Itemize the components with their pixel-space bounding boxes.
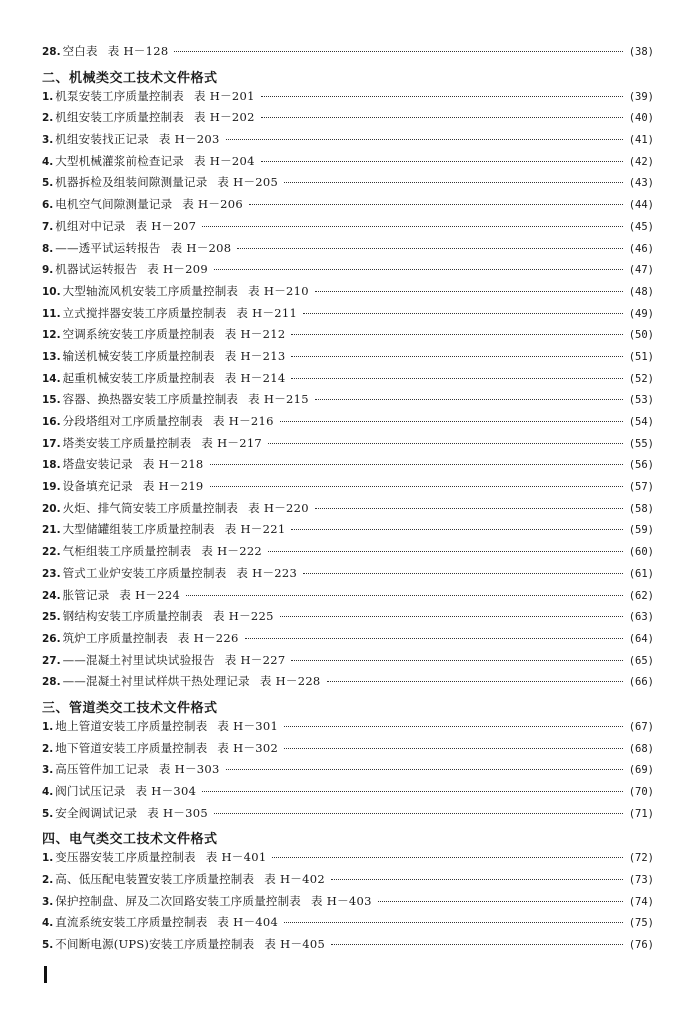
entry-title: 阀门试压记录 (55, 784, 126, 798)
dot-leader (210, 486, 623, 487)
page-number: (52) (628, 372, 654, 385)
entry-title: 机器试运转报告 (55, 262, 138, 277)
form-code: 表 H－206 (182, 197, 244, 212)
entry-number: 5. (42, 939, 54, 952)
page-number: (55) (628, 437, 654, 450)
entry-number: 5. (42, 807, 54, 820)
form-code: 表 H－224 (119, 587, 181, 602)
form-code: 表 H－402 (264, 872, 325, 887)
entry-title: 塔类安装工序质量控制表 (62, 435, 192, 450)
toc-entry (42, 348, 654, 370)
form-code: 表 H－223 (236, 565, 298, 580)
dot-leader (202, 226, 622, 227)
dot-leader (280, 421, 623, 422)
entry-title: 筑炉工序质量控制表 (62, 630, 168, 645)
entry-title: 机组安装工序质量控制表 (55, 110, 184, 125)
dot-leader (284, 182, 623, 183)
toc-entry (42, 608, 654, 630)
form-code: 表 H－403 (311, 893, 372, 908)
page-number: (74) (628, 895, 654, 908)
page-number: (51) (628, 350, 654, 363)
form-code: 表 H－405 (264, 937, 326, 952)
toc-entry (42, 43, 654, 65)
dot-leader (237, 248, 622, 249)
entry-number: 24. (42, 589, 61, 602)
form-code: 表 H－201 (194, 88, 255, 103)
page-number: (40) (628, 112, 654, 125)
entry-title: 地下管道安装工序质量控制表 (55, 740, 208, 755)
form-code: 表 H－209 (147, 262, 208, 277)
toc-entry (42, 261, 654, 283)
entry-number: 9. (42, 264, 54, 277)
form-code: 表 H－128 (107, 44, 169, 58)
section-heading: 二、机械类交工技术文件格式 (42, 70, 218, 86)
dot-leader (226, 139, 623, 140)
dot-leader (268, 551, 623, 552)
form-code: 表 H－214 (224, 370, 286, 385)
dot-leader (315, 291, 623, 292)
dot-leader (261, 96, 623, 97)
form-code: 表 H－302 (217, 740, 279, 755)
section-heading: 三、管道类交工技术文件格式 (42, 700, 218, 716)
dot-leader (174, 51, 622, 52)
entry-title: 变压器安装工序质量控制表 (55, 850, 196, 865)
table-of-contents (42, 43, 654, 958)
entry-title: 机器拆检及组装间隙测量记录 (55, 175, 208, 190)
entry-number: 1. (42, 720, 54, 733)
toc-entry (42, 413, 654, 435)
page-number: (72) (628, 852, 654, 865)
dot-leader (226, 769, 623, 770)
dot-leader (291, 529, 622, 530)
toc-entry (42, 131, 654, 153)
page-number: (46) (628, 242, 654, 255)
entry-number: 6. (42, 199, 54, 212)
dot-leader (378, 901, 623, 902)
entry-number: 25. (42, 611, 61, 624)
entry-number: 1. (42, 90, 54, 103)
entry-number: 3. (42, 895, 54, 908)
entry-number: 5. (42, 177, 54, 190)
entry-number: 2. (42, 742, 54, 755)
page-number: (41) (628, 134, 654, 147)
form-code: 表 H－221 (224, 522, 286, 537)
section-heading: 四、电气类交工技术文件格式 (42, 832, 218, 848)
form-code: 表 H－227 (224, 652, 286, 667)
dot-leader (280, 616, 623, 617)
dot-leader (249, 204, 623, 205)
entry-title: 管式工业炉安装工序质量控制表 (62, 565, 227, 580)
entry-title: 输送机械安装工序质量控制表 (62, 348, 215, 363)
entry-number: 20. (42, 502, 61, 515)
dot-leader (214, 269, 623, 270)
page-number: (71) (628, 807, 654, 820)
dot-leader (245, 638, 623, 639)
form-code: 表 H－219 (142, 479, 204, 494)
form-code: 表 H－217 (201, 435, 263, 450)
toc-entry (42, 478, 654, 500)
page-number: (45) (628, 220, 654, 233)
dot-leader (331, 944, 623, 945)
form-code: 表 H－404 (217, 915, 279, 930)
toc-entry (42, 283, 654, 305)
toc-entry (42, 587, 654, 609)
entry-title: 分段塔组对工序质量控制表 (62, 414, 204, 428)
entry-title: 胀管记录 (62, 587, 110, 602)
entry-title: ——透平试运转报告 (55, 240, 161, 255)
toc-entry (42, 914, 654, 936)
form-code: 表 H－303 (158, 762, 220, 777)
entry-title: 立式搅拌器安装工序质量控制表 (62, 305, 227, 320)
page-number: (69) (628, 764, 654, 777)
page-number: (39) (628, 90, 654, 103)
page-number: (60) (628, 546, 654, 559)
dot-leader (261, 117, 623, 118)
entry-title: 设备填充记录 (62, 479, 133, 494)
entry-title: 高、低压配电装置安装工序质量控制表 (55, 872, 255, 887)
toc-entry (42, 456, 654, 478)
toc-entry (42, 218, 654, 240)
page-number: (47) (628, 264, 654, 277)
entry-number: 10. (42, 285, 61, 298)
entry-title: 不间断电源(UPS)安装工序质量控制表 (55, 937, 255, 952)
entry-title: 钢结构安装工序质量控制表 (62, 609, 204, 624)
page-number: (66) (628, 676, 654, 689)
entry-number: 1. (42, 852, 54, 865)
entry-number: 12. (42, 329, 61, 342)
toc-entry (42, 761, 654, 783)
entry-number: 7. (42, 220, 54, 233)
entry-number: 4. (42, 917, 54, 930)
form-code: 表 H－204 (194, 153, 255, 168)
toc-entry (42, 109, 654, 131)
entry-title: 空白表 (62, 44, 98, 58)
entry-number: 8. (42, 242, 54, 255)
form-code: 表 H－305 (147, 805, 208, 820)
form-code: 表 H－213 (224, 348, 286, 363)
entry-number: 23. (42, 567, 61, 580)
page-number: (70) (628, 786, 654, 798)
entry-number: 2. (42, 874, 54, 887)
form-code: 表 H－216 (213, 414, 274, 428)
entry-number: 21. (42, 524, 61, 537)
form-code: 表 H－211 (236, 305, 298, 320)
form-code: 表 H－401 (205, 850, 267, 865)
entry-title: 容器、换热器安装工序质量控制表 (62, 392, 239, 407)
form-code: 表 H－208 (170, 240, 232, 255)
entry-number: 18. (42, 459, 61, 472)
form-code: 表 H－203 (158, 132, 220, 147)
dot-leader (315, 399, 623, 400)
entry-title: 大型机械灌浆前检查记录 (55, 153, 184, 168)
form-code: 表 H－212 (224, 327, 286, 342)
entry-number: 11. (42, 307, 61, 320)
entry-title: 直流系统安装工序质量控制表 (55, 915, 208, 930)
page-number: (63) (628, 611, 654, 624)
dot-leader (268, 443, 623, 444)
page-number: (44) (628, 199, 654, 212)
entry-number: 26. (42, 632, 61, 645)
toc-entry (42, 893, 654, 915)
entry-title: 机组安装找正记录 (55, 132, 149, 147)
dot-leader (303, 313, 623, 314)
dot-leader (303, 573, 623, 574)
toc-entry (42, 153, 654, 175)
page-number: (59) (628, 524, 654, 537)
page-number: (49) (628, 307, 654, 320)
form-code: 表 H－202 (194, 110, 255, 125)
form-code: 表 H－207 (135, 218, 197, 233)
toc-entry (42, 305, 654, 327)
form-code: 表 H－218 (142, 457, 204, 472)
dot-leader (202, 791, 622, 792)
toc-entry (42, 196, 654, 218)
page-number: (48) (628, 285, 654, 298)
entry-title: 气柜组装工序质量控制表 (62, 544, 192, 559)
form-code: 表 H－215 (248, 392, 309, 407)
entry-title: 安全阀调试记录 (55, 805, 138, 820)
page-number: (75) (628, 917, 654, 930)
page-number: (64) (628, 632, 654, 645)
dot-leader (331, 879, 623, 880)
entry-title: ——混凝土衬里试样烘干热处理记录 (62, 674, 250, 689)
page-number: (62) (628, 589, 654, 602)
toc-entry (42, 240, 654, 262)
toc-entry (42, 543, 654, 565)
form-code: 表 H－210 (248, 283, 309, 298)
entry-number: 17. (42, 437, 61, 450)
toc-entry (42, 435, 654, 457)
entry-number: 14. (42, 372, 61, 385)
entry-number: 16. (42, 416, 61, 428)
entry-number: 3. (42, 134, 54, 147)
toc-entry (42, 174, 654, 196)
entry-number: 2. (42, 112, 54, 125)
toc-entry (42, 521, 654, 543)
dot-leader (210, 464, 623, 465)
toc-entry (42, 565, 654, 587)
page-number: (61) (628, 567, 654, 580)
entry-number: 19. (42, 481, 61, 494)
entry-title: 机组对中记录 (55, 218, 126, 233)
entry-number: 13. (42, 350, 61, 363)
entry-title: 保护控制盘、屏及二次回路安装工序质量控制表 (55, 893, 301, 908)
dot-leader (315, 508, 623, 509)
toc-entry (42, 740, 654, 762)
page-number: (73) (628, 874, 654, 887)
entry-number: 3. (42, 764, 54, 777)
entry-title: 大型储罐组装工序质量控制表 (62, 522, 215, 537)
form-code: 表 H－228 (259, 674, 321, 689)
page-number: (42) (628, 155, 654, 168)
dot-leader (214, 813, 623, 814)
page-number: (54) (628, 416, 654, 428)
entry-title: 电机空气间隙测量记录 (55, 197, 173, 212)
entry-title: 地上管道安装工序质量控制表 (55, 718, 208, 733)
page-number: (56) (628, 459, 654, 472)
dot-leader (291, 660, 622, 661)
entry-number: 27. (42, 654, 61, 667)
entry-number: 4. (42, 786, 54, 798)
form-code: 表 H－205 (217, 175, 279, 190)
toc-entry (42, 871, 654, 893)
entry-title: 火炬、排气筒安装工序质量控制表 (62, 500, 239, 515)
toc-entry (42, 849, 654, 871)
entry-title: 高压管件加工记录 (55, 762, 149, 777)
dot-leader (291, 356, 622, 357)
page-number: (65) (628, 654, 654, 667)
toc-entry (42, 326, 654, 348)
dot-leader (291, 334, 622, 335)
form-code: 表 H－222 (201, 544, 263, 559)
toc-entry (42, 783, 654, 805)
page-number: (38) (628, 46, 654, 58)
page-number: (53) (628, 394, 654, 407)
form-code: 表 H－226 (177, 630, 239, 645)
entry-number: 4. (42, 155, 54, 168)
dot-leader (284, 726, 623, 727)
entry-title: 塔盘安装记录 (62, 457, 133, 472)
toc-entry (42, 718, 654, 740)
dot-leader (327, 681, 623, 682)
page-number: (67) (628, 720, 654, 733)
entry-title: ——混凝土衬里试块试验报告 (62, 652, 215, 667)
page-number: (57) (628, 481, 654, 494)
entry-title: 机泵安装工序质量控制表 (55, 88, 184, 103)
entry-number: 15. (42, 394, 61, 407)
entry-number: 28. (42, 676, 61, 689)
entry-title: 大型轴流风机安装工序质量控制表 (62, 283, 239, 298)
form-code: 表 H－304 (135, 784, 197, 798)
dot-leader (284, 922, 623, 923)
entry-title: 空调系统安装工序质量控制表 (62, 327, 215, 342)
toc-entry (42, 370, 654, 392)
entry-title: 起重机械安装工序质量控制表 (62, 370, 215, 385)
dot-leader (284, 748, 623, 749)
toc-entry (42, 673, 654, 695)
dot-leader (186, 595, 623, 596)
dot-leader (291, 378, 622, 379)
form-code: 表 H－301 (217, 718, 279, 733)
form-code: 表 H－225 (213, 609, 274, 624)
form-code: 表 H－220 (248, 500, 309, 515)
page-mark (44, 966, 47, 983)
dot-leader (272, 857, 622, 858)
page-number: (68) (628, 742, 654, 755)
entry-number: 22. (42, 546, 61, 559)
toc-entry (42, 630, 654, 652)
toc-entry (42, 88, 654, 110)
toc-entry (42, 652, 654, 674)
dot-leader (261, 161, 623, 162)
page-number: (76) (628, 939, 654, 952)
toc-entry (42, 936, 654, 958)
page-number: (50) (628, 329, 654, 342)
toc-entry (42, 391, 654, 413)
page-number: (43) (628, 177, 654, 190)
toc-entry (42, 500, 654, 522)
toc-entry (42, 805, 654, 827)
entry-number: 28. (42, 46, 61, 58)
page-number: (58) (628, 502, 654, 515)
